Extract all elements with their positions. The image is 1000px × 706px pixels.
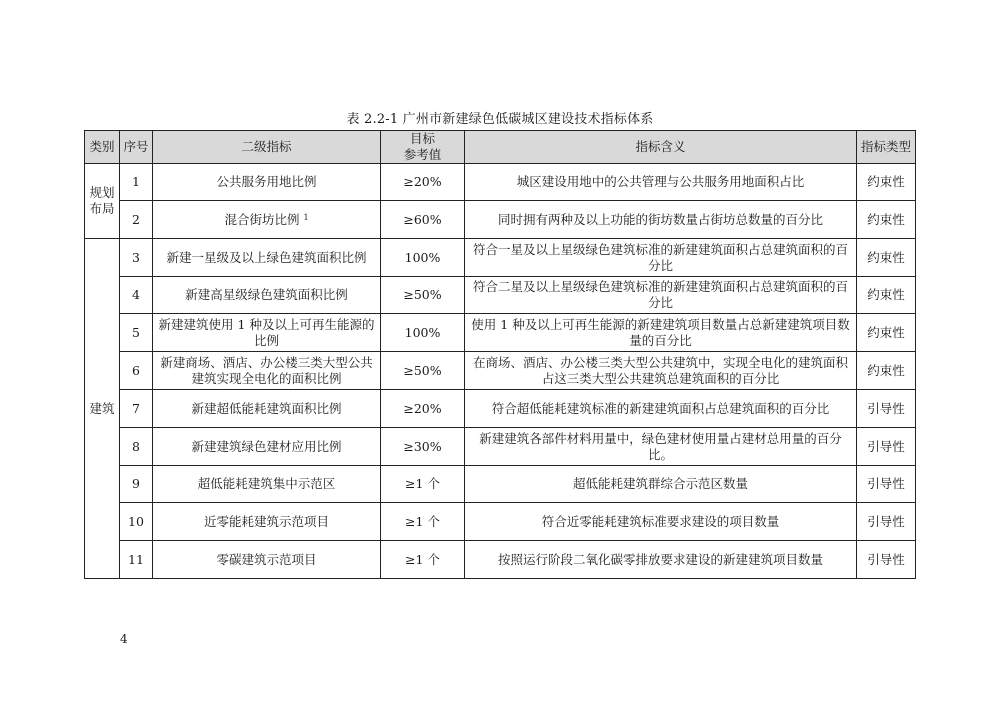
row-target: ≥1 个 xyxy=(381,466,465,503)
row-meaning: 使用 1 种及以上可再生能源的新建建筑项目数量占总新建建筑项目数量的百分比 xyxy=(465,314,857,352)
row-target: ≥60% xyxy=(381,201,465,239)
row-type: 约束性 xyxy=(857,164,916,201)
row-type: 约束性 xyxy=(857,201,916,239)
table-row xyxy=(85,466,916,503)
row-type: 约束性 xyxy=(857,239,916,277)
row-type: 约束性 xyxy=(857,277,916,314)
row-indicator-text: 混合街坊比例 xyxy=(224,211,300,227)
row-seq: 10 xyxy=(120,503,153,541)
row-target: ≥50% xyxy=(381,277,465,314)
row-indicator: 近零能耗建筑示范项目 xyxy=(153,503,381,541)
table-row xyxy=(85,352,916,390)
table-caption: 表 2.2-1 广州市新建绿色低碳城区建设技术指标体系 xyxy=(346,112,654,127)
footnote-marker: 1 xyxy=(303,212,309,222)
table-row xyxy=(85,390,916,428)
table-row xyxy=(85,314,916,352)
row-indicator: 新建一星级及以上绿色建筑面积比例 xyxy=(153,239,381,277)
row-indicator: 新建建筑绿色建材应用比例 xyxy=(153,428,381,466)
row-indicator: 新建建筑使用 1 种及以上可再生能源的比例 xyxy=(153,314,381,352)
row-seq: 9 xyxy=(120,466,153,503)
category-building: 建筑 xyxy=(85,239,120,579)
page-number: 4 xyxy=(120,632,128,646)
header-target-line1: 目标 xyxy=(409,131,435,146)
row-type: 引导性 xyxy=(857,428,916,466)
row-type: 约束性 xyxy=(857,314,916,352)
row-seq: 6 xyxy=(120,352,153,390)
table-row xyxy=(85,201,916,239)
row-target: ≥30% xyxy=(381,428,465,466)
row-meaning: 超低能耗建筑群综合示范区数量 xyxy=(465,466,857,503)
row-target: 100% xyxy=(381,239,465,277)
table-row xyxy=(85,164,916,201)
header-meaning: 指标含义 xyxy=(465,131,857,164)
row-seq: 8 xyxy=(120,428,153,466)
header-category: 类别 xyxy=(85,131,120,164)
table-row xyxy=(85,503,916,541)
table-row xyxy=(85,277,916,314)
row-meaning: 符合一星及以上星级绿色建筑标准的新建建筑面积占总建筑面积的百分比 xyxy=(465,239,857,277)
header-target-line2: 参考值 xyxy=(403,147,442,162)
header-seq: 序号 xyxy=(120,131,153,164)
header-indicator: 二级指标 xyxy=(153,131,381,164)
row-seq: 5 xyxy=(120,314,153,352)
row-indicator xyxy=(153,201,381,239)
row-target: ≥20% xyxy=(381,164,465,201)
indicator-table xyxy=(84,130,916,579)
row-meaning: 符合近零能耗建筑标准要求建设的项目数量 xyxy=(465,503,857,541)
category-planning xyxy=(85,164,120,239)
row-seq: 4 xyxy=(120,277,153,314)
row-target: ≥50% xyxy=(381,352,465,390)
row-target: 100% xyxy=(381,314,465,352)
row-meaning: 新建建筑各部件材料用量中，绿色建材使用量占建材总用量的百分比。 xyxy=(465,428,857,466)
row-type: 引导性 xyxy=(857,503,916,541)
row-meaning: 符合超低能耗建筑标准的新建建筑面积占总建筑面积的百分比 xyxy=(465,390,857,428)
row-meaning: 按照运行阶段二氧化碳零排放要求建设的新建建筑项目数量 xyxy=(465,541,857,579)
row-meaning: 同时拥有两种及以上功能的街坊数量占街坊总数量的百分比 xyxy=(465,201,857,239)
row-type: 约束性 xyxy=(857,352,916,390)
row-target: ≥20% xyxy=(381,390,465,428)
header-target xyxy=(381,131,465,164)
row-seq: 2 xyxy=(120,201,153,239)
row-seq: 1 xyxy=(120,164,153,201)
row-meaning: 城区建设用地中的公共管理与公共服务用地面积占比 xyxy=(465,164,857,201)
row-meaning: 符合二星及以上星级绿色建筑标准的新建建筑面积占总建筑面积的百分比 xyxy=(465,277,857,314)
table-row xyxy=(85,541,916,579)
row-type: 引导性 xyxy=(857,466,916,503)
row-indicator: 新建高星级绿色建筑面积比例 xyxy=(153,277,381,314)
row-indicator: 新建商场、酒店、办公楼三类大型公共建筑实现全电化的面积比例 xyxy=(153,352,381,390)
table-header-row xyxy=(85,131,916,164)
row-seq: 11 xyxy=(120,541,153,579)
row-type: 引导性 xyxy=(857,390,916,428)
row-indicator: 零碳建筑示范项目 xyxy=(153,541,381,579)
row-target: ≥1 个 xyxy=(381,541,465,579)
row-type: 引导性 xyxy=(857,541,916,579)
row-indicator: 公共服务用地比例 xyxy=(153,164,381,201)
table-row xyxy=(85,428,916,466)
row-seq: 3 xyxy=(120,239,153,277)
table-row xyxy=(85,239,916,277)
category-planning-line2: 布局 xyxy=(89,201,115,216)
header-type: 指标类型 xyxy=(857,131,916,164)
row-seq: 7 xyxy=(120,390,153,428)
category-planning-line1: 规划 xyxy=(89,185,115,200)
row-target: ≥1 个 xyxy=(381,503,465,541)
row-meaning: 在商场、酒店、办公楼三类大型公共建筑中，实现全电化的建筑面积占这三类大型公共建筑总建筑面积的百分比 xyxy=(465,352,857,390)
row-indicator: 新建超低能耗建筑面积比例 xyxy=(153,390,381,428)
row-indicator: 超低能耗建筑集中示范区 xyxy=(153,466,381,503)
